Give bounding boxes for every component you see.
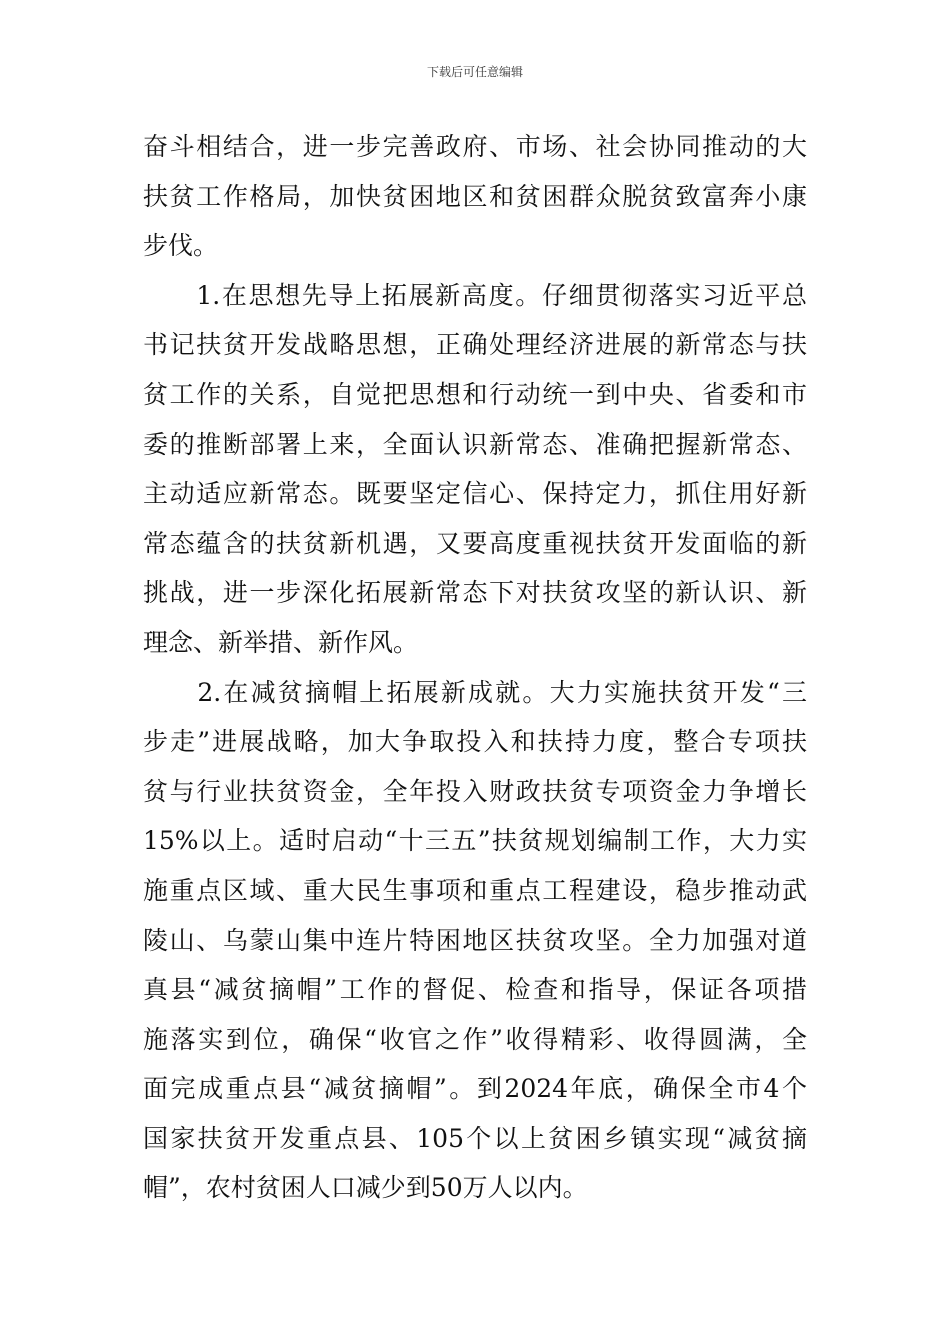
text-line: 施落实到位，确保“收官之作”收得精彩、收得圆满，全 [143,1024,807,1054]
text-line: 委的推断部署上来，全面认识新常态、准确把握新常态、 [143,429,807,459]
text-line: 国家扶贫开发重点县、105个以上贫困乡镇实现“减贫摘 [143,1123,807,1153]
text-line: 理念、新举措、新作风。 [143,627,419,657]
document-body [143,122,807,1213]
text-line: 常态蕴含的扶贫新机遇，又要高度重视扶贫开发面临的新 [143,528,807,558]
text-line: 面完成重点县“减贫摘帽”。到2024年底，确保全市4个 [143,1074,807,1104]
page-header: 下载后可任意编辑 [426,65,523,79]
text-line: 主动适应新常态。既要坚定信心、保持定力，抓住用好新 [143,479,807,509]
text-line: 挑战，进一步深化拓展新常态下对扶贫攻坚的新认识、新 [143,578,807,608]
text-line: 扶贫工作格局，加快贫困地区和贫困群众脱贫致富奔小康 [143,181,807,211]
text-line: 真县“减贫摘帽”工作的督促、检查和指导，保证各项措 [143,975,807,1005]
text-line: 步走”进展战略，加大争取投入和扶持力度，整合专项扶 [143,727,807,757]
text-line: 施重点区域、重大民生事项和重点工程建设，稳步推动武 [143,875,807,905]
text-line: 2.在减贫摘帽上拓展新成就。大力实施扶贫开发“三 [143,677,807,707]
text-line: 奋斗相结合，进一步完善政府、市场、社会协同推动的大 [143,132,807,161]
text-line: 1.在思想先导上拓展新高度。仔细贯彻落实习近平总 [143,280,807,310]
text-line: 贫与行业扶贫资金，全年投入财政扶贫专项资金力争增长 [143,776,807,806]
text-line: 书记扶贫开发战略思想，正确处理经济进展的新常态与扶 [143,330,807,360]
text-line: 帽”，农村贫困人口减少到50万人以内。 [143,1173,588,1203]
text-line: 步伐。 [143,231,219,261]
text-line: 陵山、乌蒙山集中连片特困地区扶贫攻坚。全力加强对道 [143,925,807,955]
text-line: 15%以上。适时启动“十三五”扶贫规划编制工作，大力实 [143,826,807,856]
text-line: 贫工作的关系，自觉把思想和行动统一到中央、省委和市 [143,379,807,409]
